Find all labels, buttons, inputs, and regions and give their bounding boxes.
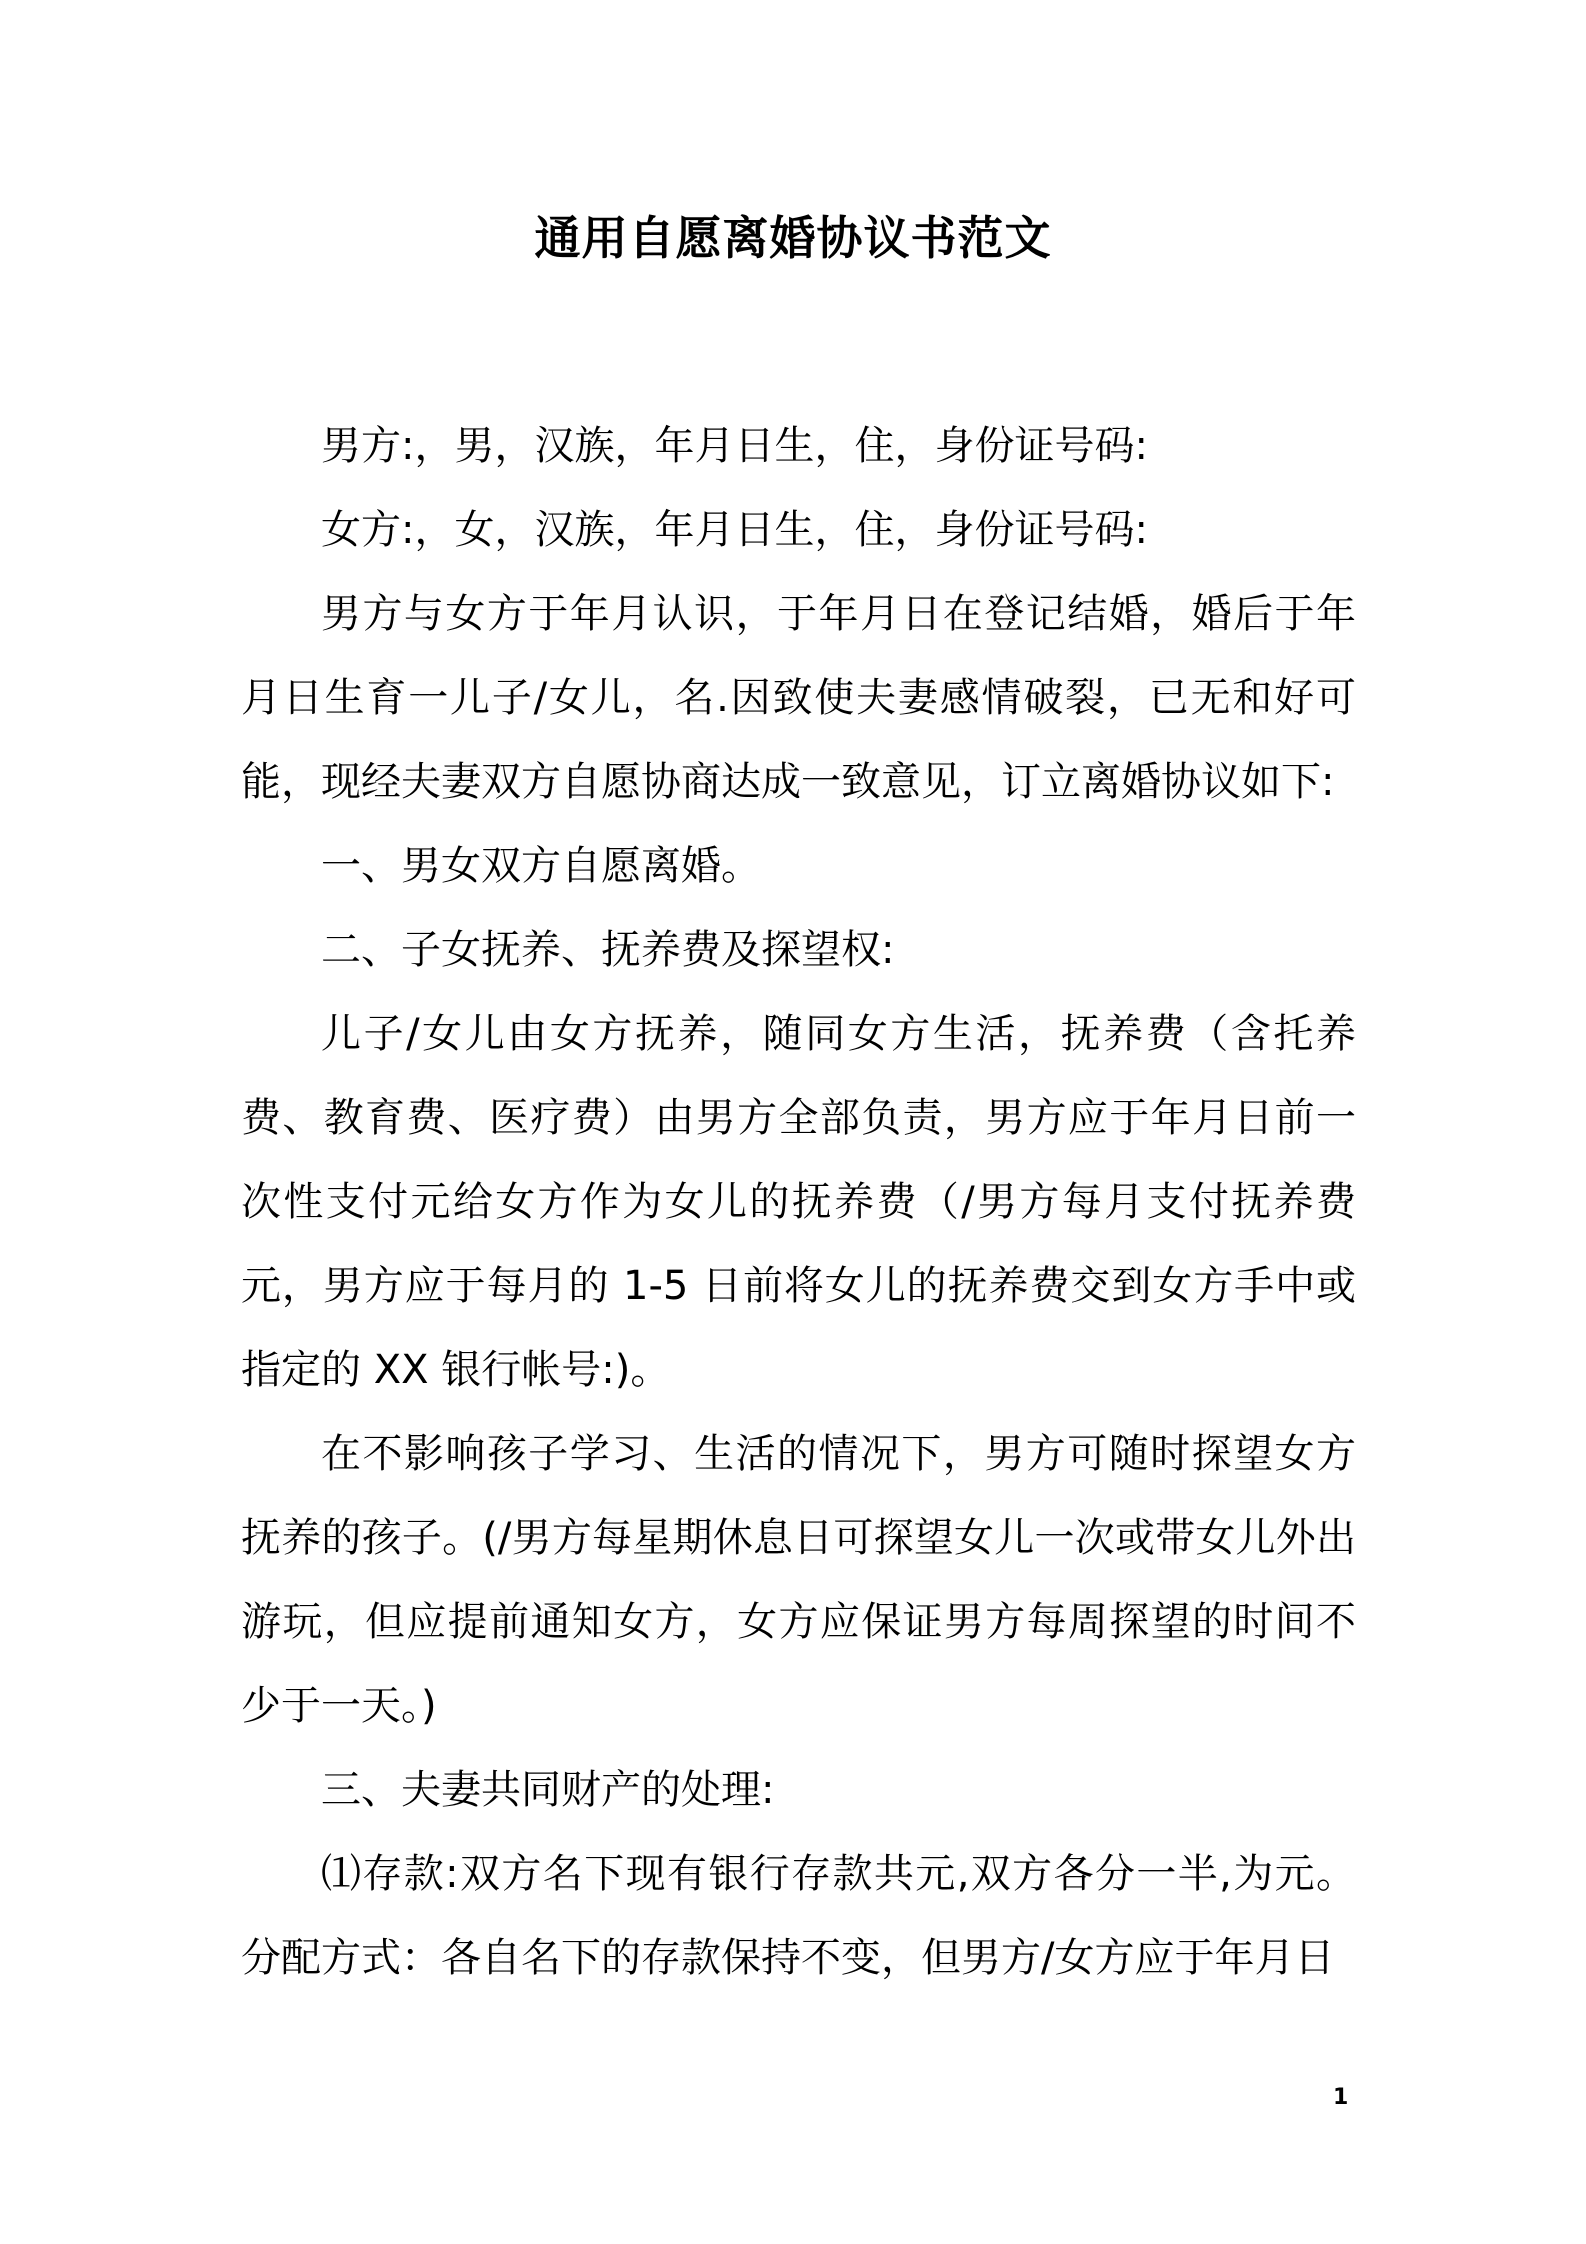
document-body <box>241 404 1356 2000</box>
page-number: 1 <box>1333 2085 1349 2110</box>
paragraph-female-party: 女方:，女，汉族，年月日生，住，身份证号码: <box>321 507 1148 553</box>
paragraph-deposits: ⑴存款:双方名下现有银行存款共元,双方各分一半,为元。分配方式：各自名下的存款保持不变，但男方/女方应于年月日 <box>241 1851 1356 1981</box>
paragraph-clause-1: 一、男女双方自愿离婚。 <box>321 843 761 889</box>
paragraph-background: 男方与女方于年月认识，于年月日在登记结婚，婚后于年月日生育一儿子/女儿，名.因致使夫妻感情破裂，已无和好可能，现经夫妻双方自愿协商达成一致意见，订立离婚协议如下: <box>241 591 1356 805</box>
document-title: 通用自愿离婚协议书范文 <box>534 211 1052 265</box>
paragraph-clause-2-heading: 二、子女抚养、抚养费及探望权: <box>321 927 895 973</box>
paragraph-clause-3-heading: 三、夫妻共同财产的处理: <box>321 1767 775 1813</box>
paragraph-male-party: 男方:，男，汉族，年月日生，住，身份证号码: <box>321 423 1148 469</box>
paragraph-child-support: 儿子/女儿由女方抚养，随同女方生活，抚养费（含托养费、教育费、医疗费）由男方全部负责，男方应于年月日前一次性支付元给女方作为女儿的抚养费（/男方每月支付抚养费元，男方应于每月的 1-5 日前将女儿的抚养费交到女方手中或指定的 XX 银行帐号:)。 <box>241 1011 1356 1393</box>
paragraph-visitation: 在不影响孩子学习、生活的情况下，男方可随时探望女方抚养的孩子。(/男方每星期休息日可探望女儿一次或带女儿外出游玩，但应提前通知女方，女方应保证男方每周探望的时间不少于一天。) <box>241 1431 1356 1729</box>
